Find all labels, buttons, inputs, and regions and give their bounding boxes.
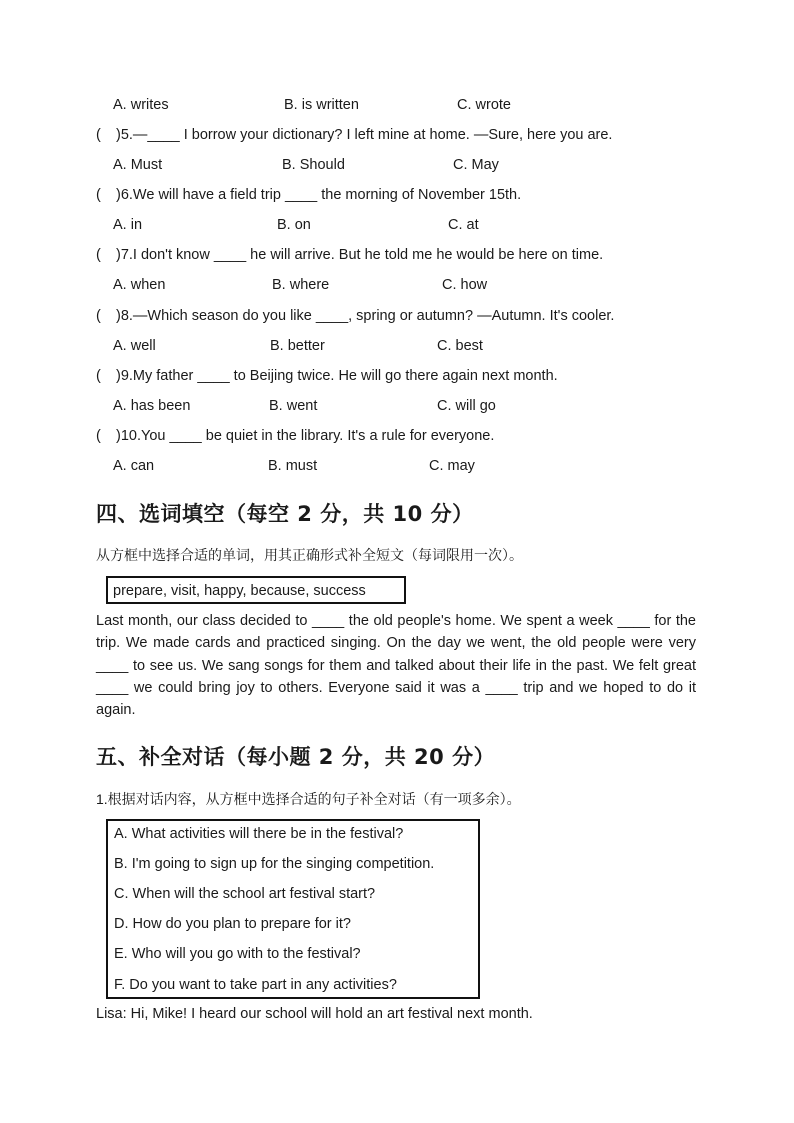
- answer-paren: (: [96, 187, 101, 203]
- question-stem-10: )10.You ____ be quiet in the library. It's a rule for everyone.: [116, 428, 495, 444]
- q4-option-a: A. writes: [113, 97, 169, 113]
- q5-option-b: B. Should: [282, 157, 345, 173]
- answer-paren: (: [96, 368, 101, 384]
- dialogue-options-box: [106, 819, 480, 999]
- q10-option-b: B. must: [268, 458, 318, 474]
- dialogue-option-b: B. I'm going to sign up for the singing competition.: [114, 856, 435, 872]
- question-stem-7: )7.I don't know ____ he will arrive. But he told me he would be here on time.: [116, 247, 604, 263]
- answer-paren: (: [96, 428, 101, 444]
- q6-option-b: B. on: [277, 217, 311, 233]
- q7-option-b: B. where: [272, 277, 330, 293]
- q7-option-a: A. when: [113, 277, 166, 293]
- q4-option-c: C. wrote: [457, 97, 511, 113]
- section-4-heading: 四、选词填空（每空 2 分，共 10 分）: [96, 502, 474, 526]
- q5-option-a: A. Must: [113, 157, 163, 173]
- q9-option-b: B. went: [269, 398, 318, 414]
- cloze-passage: [96, 610, 696, 721]
- answer-paren: (: [96, 127, 101, 143]
- section-5-heading: 五、补全对话（每小题 2 分，共 20 分）: [96, 745, 496, 769]
- q10-option-a: A. can: [113, 458, 155, 474]
- q8-option-c: C. best: [437, 338, 483, 354]
- dialogue-option-d: D. How do you plan to prepare for it?: [114, 916, 351, 932]
- section-4-instruction: 从方框中选择合适的单词，用其正确形式补全短文（每词限用一次）。: [96, 547, 523, 563]
- q6-option-a: A. in: [113, 217, 143, 233]
- dialogue-line-1: Lisa: Hi, Mike! I heard our school will hold an art festival next month.: [96, 1006, 533, 1022]
- q5-option-c: C. May: [453, 157, 499, 173]
- q10-option-c: C. may: [429, 458, 475, 474]
- q8-option-a: A. well: [113, 338, 156, 354]
- dialogue-option-e: E. Who will you go with to the festival?: [114, 946, 361, 962]
- answer-paren: (: [96, 308, 101, 324]
- q7-option-c: C. how: [442, 277, 488, 293]
- answer-paren: (: [96, 247, 101, 263]
- word-box: [106, 576, 406, 604]
- section-5-instruction: 1.根据对话内容，从方框中选择合适的句子补全对话（有一项多余）。: [96, 791, 521, 807]
- dialogue-option-c: C. When will the school art festival start?: [114, 886, 376, 902]
- cloze-passage-text: Last month, our class decided to ____ the old people's home. We spent a week ____ for the trip. We made cards and practiced singing. On the day we went, the old people were very ____ to see us. We sang songs for them and talked about their life in the past. We felt great ____ we could bring joy to others. Everyone said it was a ____ trip and we hoped to do it again.: [96, 613, 696, 719]
- dialogue-option-f: F. Do you want to take part in any activities?: [114, 977, 397, 993]
- question-stem-6: )6.We will have a field trip ____ the morning of November 15th.: [116, 187, 522, 203]
- q8-option-b: B. better: [270, 338, 325, 354]
- question-stem-8: )8.—Which season do you like ____, spring or autumn? —Autumn. It's cooler.: [116, 308, 615, 324]
- question-stem-5: )5.—____ I borrow your dictionary? I left mine at home. —Sure, here you are.: [116, 127, 613, 143]
- dialogue-option-a: A. What activities will there be in the festival?: [114, 826, 404, 842]
- q9-option-a: A. has been: [113, 398, 191, 414]
- word-box-text: prepare, visit, happy, because, success: [113, 583, 366, 599]
- q9-option-c: C. will go: [437, 398, 496, 414]
- q4-option-b: B. is written: [284, 97, 359, 113]
- q6-option-c: C. at: [448, 217, 479, 233]
- question-stem-9: )9.My father ____ to Beijing twice. He will go there again next month.: [116, 368, 558, 384]
